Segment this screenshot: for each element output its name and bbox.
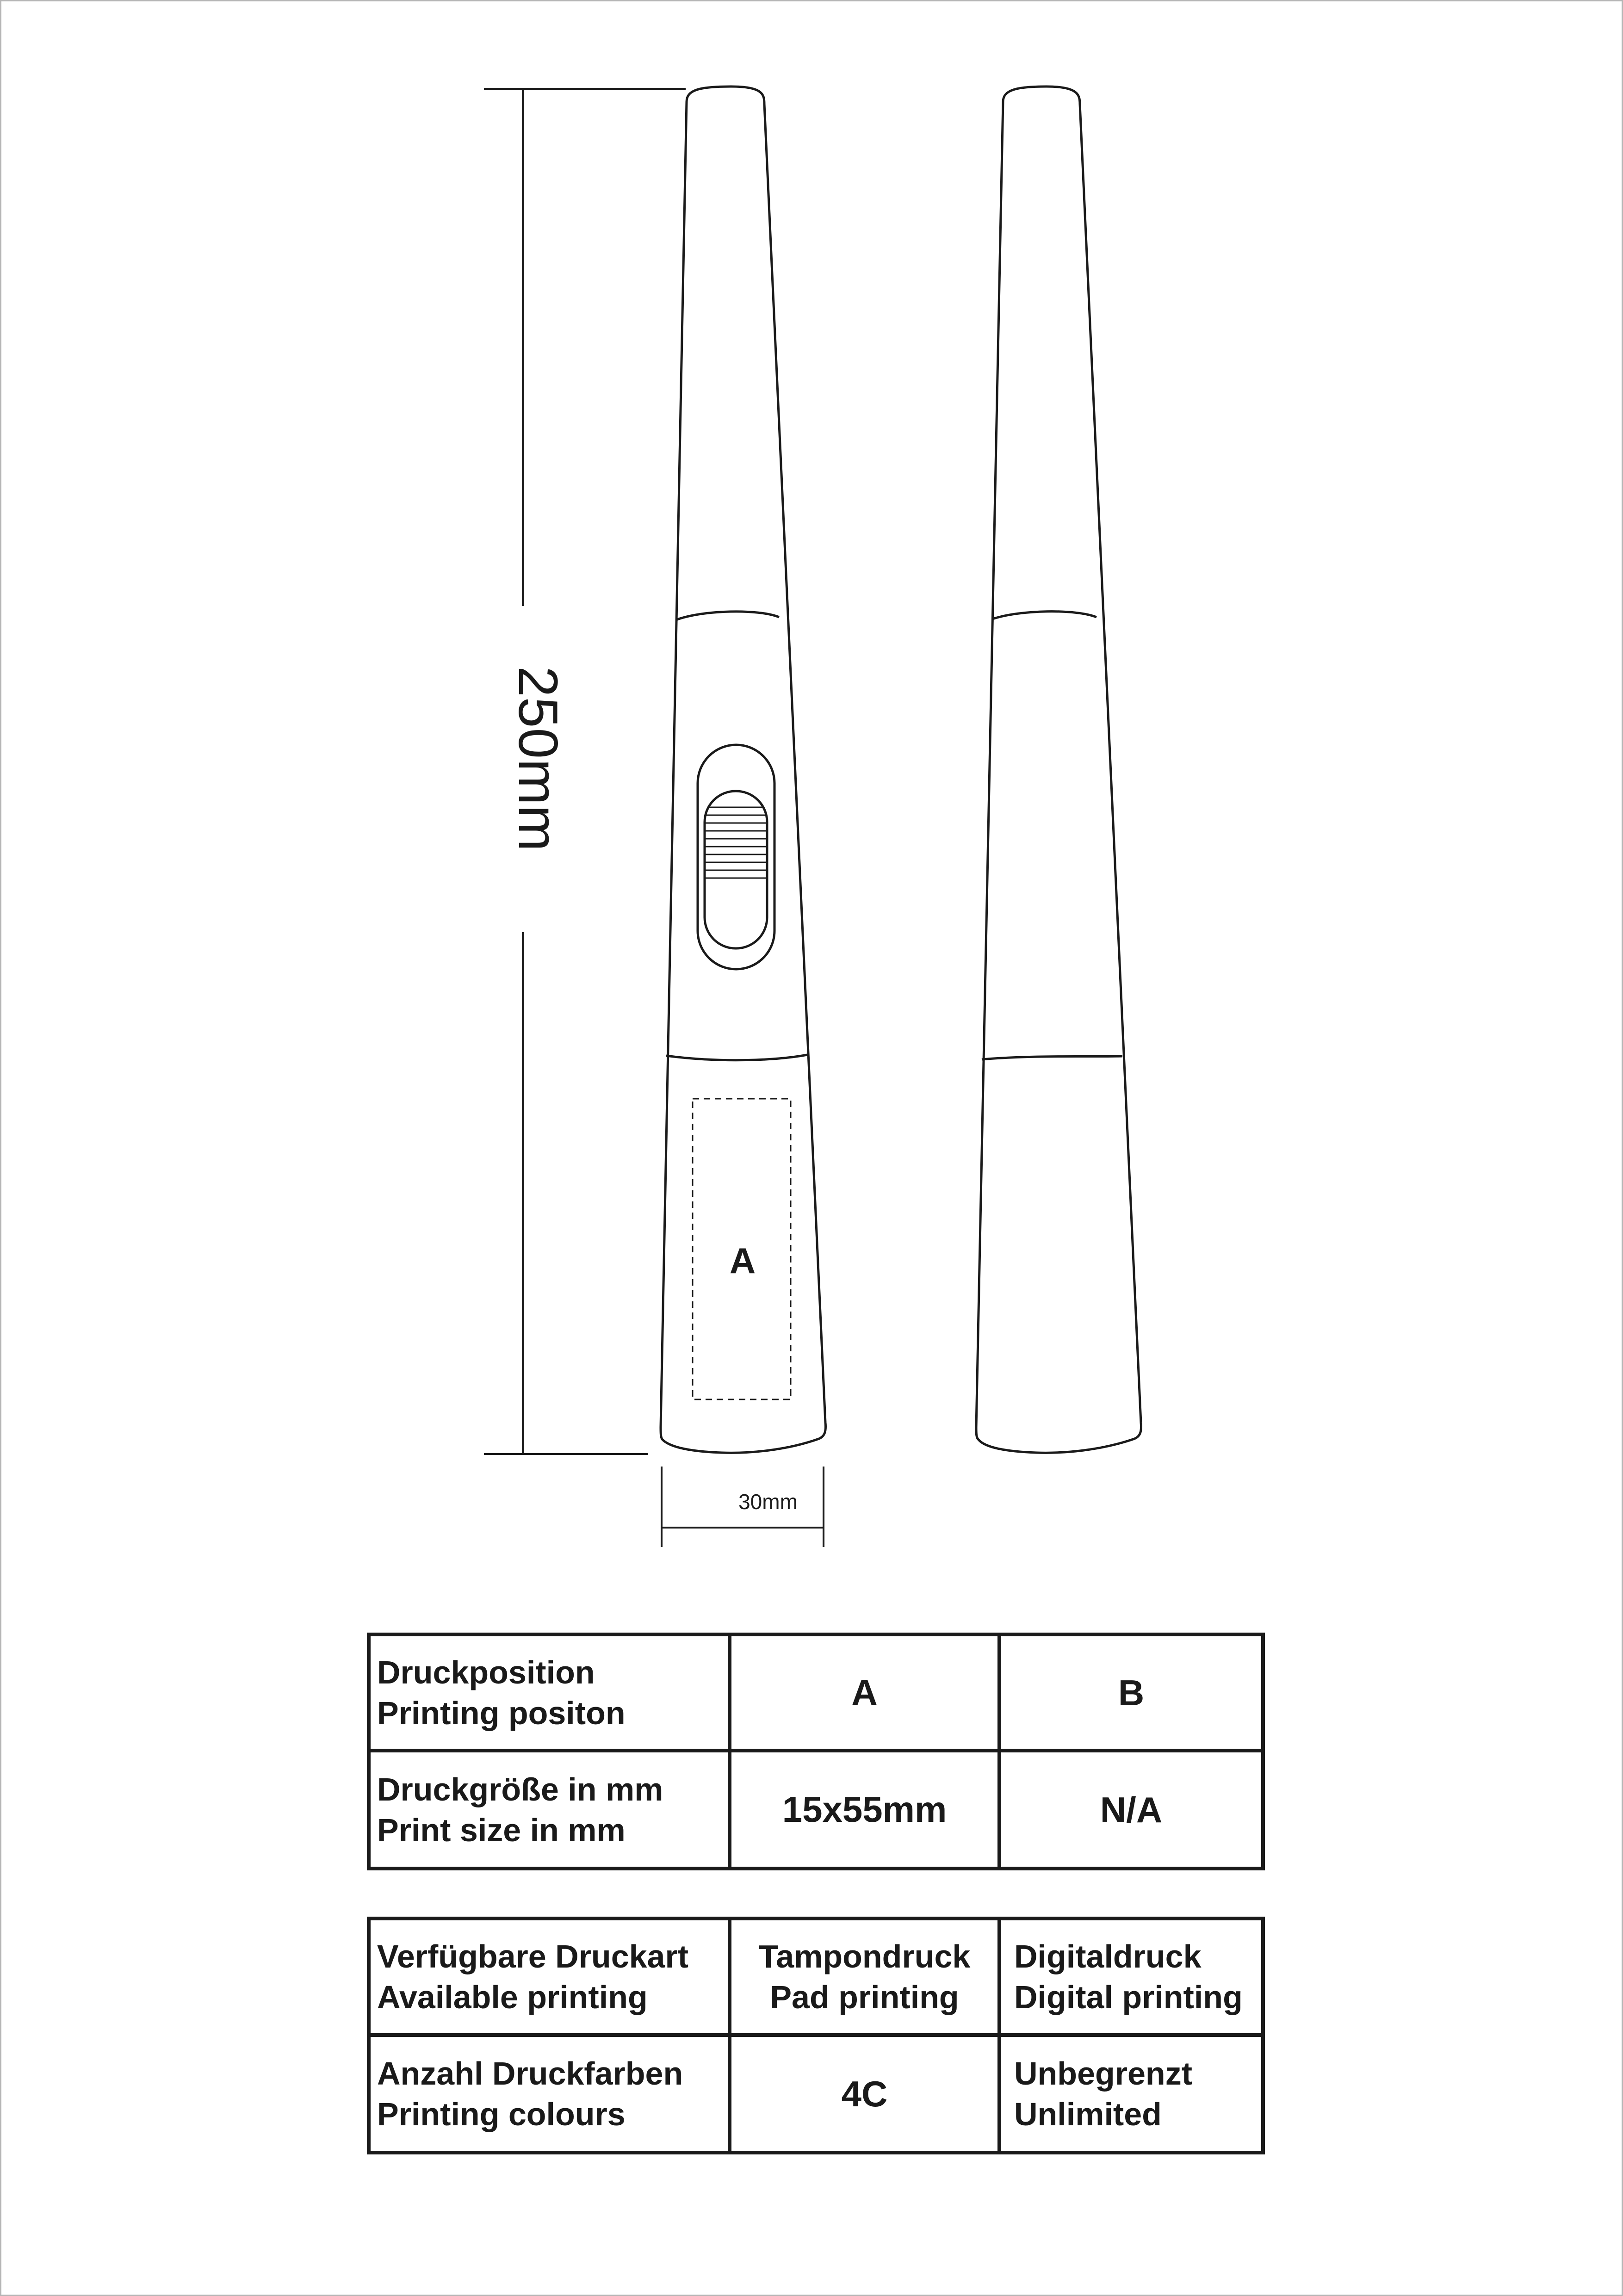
method-en: Digital printing: [1014, 1979, 1243, 2015]
print-size-a: 15x55mm: [730, 1751, 999, 1869]
method-en: Pad printing: [770, 1979, 959, 2015]
label-en: Printing colours: [377, 2096, 626, 2132]
row-label: [369, 2035, 730, 2153]
row-label: [369, 1918, 730, 2035]
printing-method-b: [999, 1918, 1263, 2035]
lighter-back-view: [976, 87, 1141, 1453]
colours-en: Unlimited: [1014, 2096, 1162, 2132]
method-de: Digitaldruck: [1014, 1938, 1202, 1974]
label-en: Print size in mm: [377, 1812, 626, 1848]
table-row: [369, 2035, 1263, 2153]
label-de: Druckgröße in mm: [377, 1771, 663, 1807]
print-position-table: [367, 1633, 1265, 1870]
width-dimension-label: 30mm: [738, 1490, 798, 1514]
printing-colours-b: [999, 2035, 1263, 2153]
label-en: Printing positon: [377, 1695, 626, 1731]
slider-grip-icon: [705, 807, 767, 878]
printing-method-table: [367, 1917, 1265, 2154]
printing-colours-a: 4C: [730, 2035, 999, 2153]
label-de: Druckposition: [377, 1654, 595, 1690]
row-label: [369, 1751, 730, 1869]
position-b-header: B: [999, 1634, 1263, 1751]
colours-de: Unbegrenzt: [1014, 2055, 1192, 2092]
table-row: [369, 1634, 1263, 1751]
height-dimension-label: 250mm: [507, 666, 569, 852]
row-label: [369, 1634, 730, 1751]
printing-method-a: [730, 1918, 999, 2035]
method-de: Tampondruck: [758, 1938, 971, 1974]
print-size-b: N/A: [999, 1751, 1263, 1869]
table-row: [369, 1918, 1263, 2035]
label-de: Verfügbare Druckart: [377, 1938, 689, 1974]
table-row: [369, 1751, 1263, 1869]
label-en: Available printing: [377, 1979, 648, 2015]
print-area-label: A: [729, 1240, 756, 1281]
label-de: Anzahl Druckfarben: [377, 2055, 683, 2092]
position-a-header: A: [730, 1634, 999, 1751]
